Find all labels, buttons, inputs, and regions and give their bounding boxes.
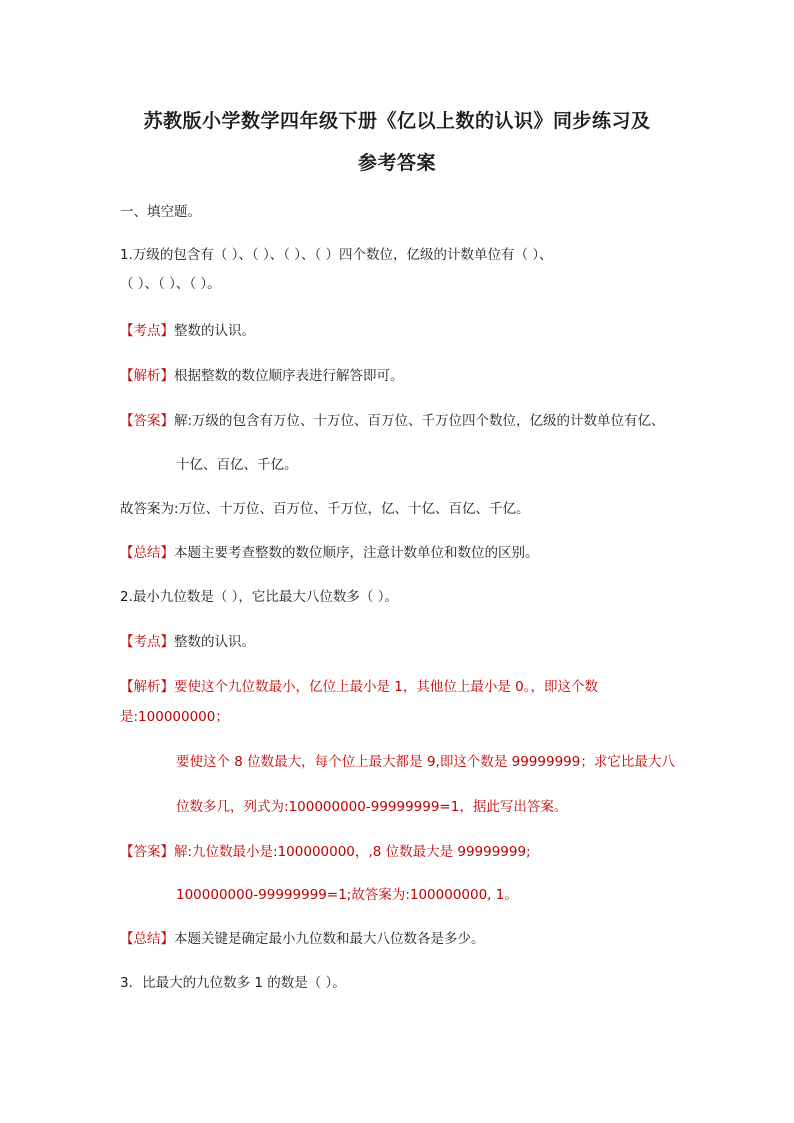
jiexi-text-line1: 要使这个九位数最小，亿位上最小是 1，其他位上最小是 0。，即这个数	[174, 679, 599, 695]
q1-text-line2: （ ）、（ ）、（ ）。	[120, 276, 221, 292]
daan-tag: 【答案】	[120, 844, 174, 860]
q1-text-line1: 1.万级的包含有（ ）、（ ）、（ ）、（ ）四个数位，亿级的计数单位有（ ）、	[120, 247, 553, 263]
zongjie-text: 本题主要考查整数的数位顺序，注意计数单位和数位的区别。	[174, 545, 539, 561]
zongjie-tag: 【总结】	[120, 545, 174, 561]
section-heading: 一、填空题。	[120, 204, 201, 220]
q2-daan	[120, 843, 531, 861]
zongjie-tag: 【总结】	[120, 931, 174, 947]
zongjie-text: 本题关键是确定最小九位数和最大八位数各是多少。	[174, 931, 485, 947]
q1-answer-summary: 故答案为:万位、十万位、百万位、千万位，亿、十亿、百亿、千亿。	[120, 501, 530, 517]
page-title-line2: 参考答案	[357, 152, 436, 174]
kaodian-text: 整数的认识。	[174, 634, 255, 650]
q1-daan-line2: 十亿、百亿、千亿。	[176, 457, 298, 473]
q2-jiexi-line4: 位数多几，列式为:100000000-99999999=1，据此写出答案。	[176, 799, 568, 815]
q2-jiexi-line3: 要使这个 8 位数最大，每个位上最大都是 9,即这个数是 99999999；求它比最大八	[176, 754, 675, 770]
kaodian-tag: 【考点】	[120, 634, 174, 650]
daan-text-line1: 解:万级的包含有万位、十万位、百万位、千万位四个数位，亿级的计数单位有亿、	[174, 413, 665, 429]
kaodian-text: 整数的认识。	[174, 323, 255, 339]
q1-daan	[120, 412, 665, 430]
q1-zongjie	[120, 544, 539, 562]
q2-daan-line2: 100000000-99999999=1;故答案为:100000000, 1。	[176, 887, 518, 903]
q1-jiexi	[120, 367, 404, 385]
jiexi-tag: 【解析】	[120, 368, 174, 384]
q2-text-line1: 2.最小九位数是（ ），它比最大八位数多（ ）。	[120, 589, 398, 605]
q2-kaodian	[120, 633, 255, 651]
kaodian-tag: 【考点】	[120, 323, 174, 339]
q2-zongjie	[120, 930, 485, 948]
q2-jiexi	[120, 678, 598, 696]
daan-tag: 【答案】	[120, 413, 174, 429]
q2-jiexi-line2: 是:100000000；	[120, 709, 229, 725]
q1-kaodian	[120, 322, 255, 340]
jiexi-text: 根据整数的数位顺序表进行解答即可。	[174, 368, 404, 384]
q3-text-line1: 3．比最大的九位数多 1 的数是（ ）。	[120, 975, 346, 991]
jiexi-tag: 【解析】	[120, 679, 174, 695]
daan-text-line1: 解:九位数最小是:100000000，,8 位数最大是 99999999;	[174, 844, 531, 860]
page-title-line1: 苏教版小学数学四年级下册《亿以上数的认识》同步练习及	[143, 110, 651, 132]
